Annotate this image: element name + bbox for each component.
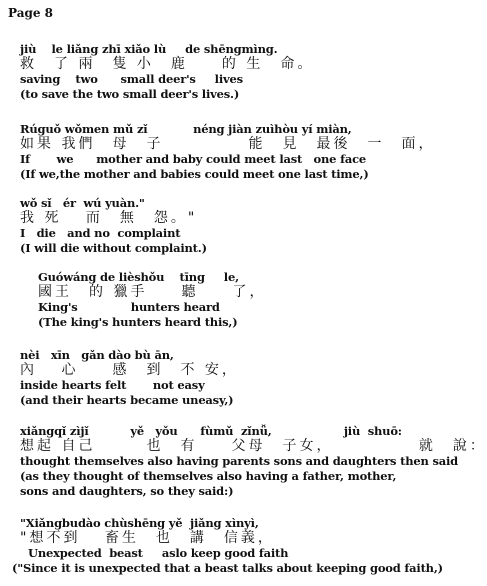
pinyin-line: "Xiǎngbudào chùshēng yě jiǎng xìnyì, — [20, 516, 259, 530]
english-gloss-line: King's hunters heard — [38, 300, 220, 314]
english-gloss-line: If we mother and baby could meet last one face — [20, 152, 367, 166]
english-gloss-line: Unexpected beast aslo keep good faith — [28, 546, 289, 560]
text-block-7 — [12, 516, 443, 576]
pinyin-line: Guówáng de lièshǒu tīng le, — [38, 270, 239, 284]
translation-line: (as they thought of themselves also having a father, mother, sons and daughters, so they said:) — [20, 469, 397, 498]
english-gloss-line: saving two small deer's lives — [20, 72, 243, 86]
hanzi-line: 如果 我們 母 子 能 見 最後 一 面， — [20, 136, 436, 152]
pinyin-line: wǒ sǐ ér wú yuàn." — [20, 196, 145, 210]
pinyin-line: jiù le liǎng zhī xiǎo lù de shēngmìng. — [20, 42, 278, 56]
pinyin-line: nèi xīn gǎn dào bù ān, — [20, 348, 174, 362]
translation-line: ("Since it is unexpected that a beast talks about keeping good faith,) — [12, 561, 443, 575]
text-block-5 — [20, 348, 420, 408]
page-number: Page 8 — [8, 6, 54, 20]
text-block-2 — [20, 122, 436, 182]
hanzi-line: 救 了 兩 隻 小 鹿 的 生 命。 — [20, 56, 315, 72]
pinyin-line: xiǎngqǐ zìjǐ yě yǒu fùmǔ zǐnǚ, jiù shuō: — [20, 424, 402, 438]
translation-line: (The king's hunters heard this,) — [38, 315, 238, 329]
english-gloss-line: inside hearts felt not easy — [20, 378, 205, 392]
hanzi-line: 想起 自己 也 有 父母 子女， 就 說： — [20, 438, 487, 454]
text-block-4 — [38, 270, 438, 330]
text-block-6 — [20, 424, 487, 499]
translation-line: (If we,the mother and babies could meet one last time,) — [20, 167, 369, 181]
translation-line: (I will die without complaint.) — [20, 241, 207, 255]
text-block-1 — [20, 42, 420, 102]
translation-line: (and their hearts became uneasy,) — [20, 393, 234, 407]
hanzi-line: 國王 的 獵手 聽 了， — [38, 284, 267, 300]
hanzi-line: "想不到 畜生 也 講 信義， — [20, 530, 275, 546]
translation-line: (to save the two small deer's lives.) — [20, 87, 240, 101]
pinyin-line: Rúguǒ wǒmen mǔ zǐ néng jiàn zuìhòu yí miàn, — [20, 122, 352, 136]
hanzi-line: 內 心 感 到 不 安， — [20, 362, 239, 378]
english-gloss-line: thought themselves also having parents sons and daughters then said — [20, 454, 459, 468]
english-gloss-line: I die and no complaint — [20, 226, 181, 240]
hanzi-line: 我 死 而 無 怨。" — [20, 210, 198, 226]
text-block-3 — [20, 196, 420, 256]
